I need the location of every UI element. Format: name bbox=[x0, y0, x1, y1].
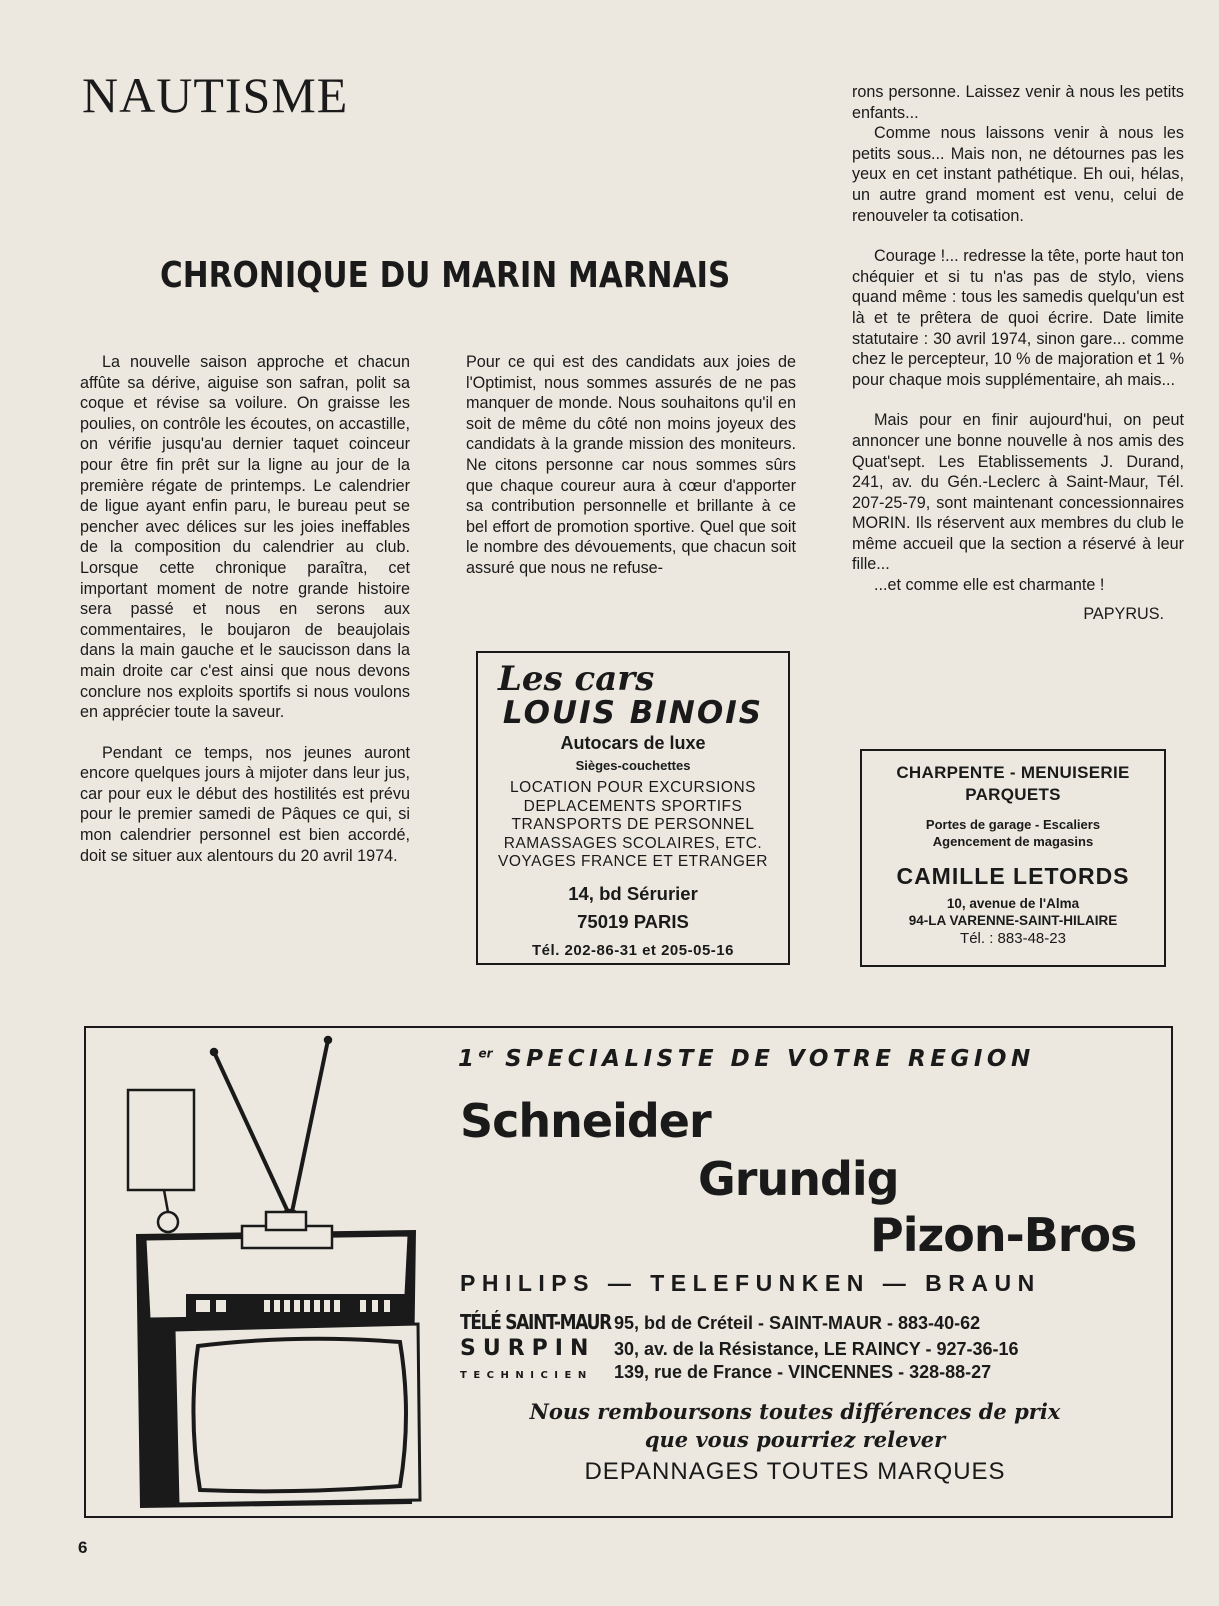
ad-address-line: 10, avenue de l'Alma bbox=[946, 896, 1080, 911]
tv-cabinet bbox=[136, 1212, 420, 1508]
ad-address bbox=[478, 880, 788, 936]
ad-camille-letords bbox=[860, 749, 1166, 967]
article-column-2 bbox=[466, 352, 796, 599]
ad-tv-specialist bbox=[84, 1026, 1173, 1518]
article-column-3 bbox=[852, 82, 1184, 644]
promise-line: Nous remboursons toutes différences de prix bbox=[529, 1399, 1061, 1424]
ad-subtitle: Autocars de luxe bbox=[560, 733, 706, 753]
ad-line: PARQUETS bbox=[965, 785, 1061, 804]
shop-name: SURPIN bbox=[460, 1336, 596, 1361]
ad-service-item: TRANSPORTS DE PERSONNEL bbox=[511, 816, 755, 833]
antenna-rod-right bbox=[292, 1040, 328, 1212]
shop-list bbox=[460, 1310, 1130, 1388]
tv-illustration bbox=[116, 1034, 446, 1514]
shop-address: 30, av. de la Résistance, LE RAINCY - 927-36-16 bbox=[614, 1339, 1019, 1359]
headline-rest: SPECIALISTE DE VOTRE REGION bbox=[505, 1046, 1035, 1072]
ad-promise bbox=[460, 1398, 1130, 1454]
ad-address-line: 94-LA VARENNE-SAINT-HILAIRE bbox=[908, 913, 1118, 928]
ad-repair: DEPANNAGES TOUTES MARQUES bbox=[584, 1458, 1006, 1485]
antenna-loop bbox=[128, 1090, 194, 1190]
ad-line: Agencement de magasins bbox=[932, 834, 1094, 849]
ad-service-item: LOCATION POUR EXCURSIONS bbox=[510, 779, 756, 796]
ad-address-line: 14, bd Sérurier bbox=[568, 882, 698, 904]
shop-address: 95, bd de Créteil - SAINT-MAUR - 883-40-62 bbox=[614, 1313, 981, 1333]
paragraph: ...et comme elle est charmante ! bbox=[874, 576, 1105, 595]
brand-list: PHILIPS — TELEFUNKEN — BRAUN bbox=[460, 1270, 1041, 1296]
article-column-1 bbox=[80, 352, 410, 886]
headline-prefix: 1 bbox=[458, 1046, 479, 1072]
paragraph: Pour ce qui est des candidats aux joies de l'Optimist, nous sommes assurés de ne pas manquer de monde. Nous souhaitons qu'il en soit de même du côté non moins joyeux des candidats à la grande mission des moniteurs. Ne citons personne car nous sommes sûrs que chaque coureur aura à cœur d'apporter sa contribution personnelle et brillante à ce bel effort de promotion sportive. Quel que soit le nombre des dévouements, que chacun soit assuré que nous ne refuse- bbox=[466, 353, 796, 577]
shop-row bbox=[460, 1310, 1130, 1336]
paragraph: La nouvelle saison approche et chacun affûte sa dérive, aiguise son safran, polit sa coque et révise sa voilure. On graisse les poulies, on contrôle les écoutes, on accastille, on vérifie jusqu'au dernier taquet coinceur pour être fin prêt sur la ligne au jour de la première régate de printemps. Le calendrier de ligue ayant enfin paru, le bureau peut se pencher avec délices sur les joies ineffables de la composition du calendrier au club. Lorsque cette chronique paraîtra, cet important moment de notre grande histoire sera passé et nous en serons aux commentaires, le boujaron de beaujolais dans la main gauche et le saucisson dans la main droite car c'est ainsi que nous devons conclure nos exploits sportifs si nous voulons en apprécier toute la saveur. bbox=[80, 353, 410, 722]
brand-grundig: Grundig bbox=[698, 1152, 899, 1206]
antenna-base bbox=[158, 1212, 178, 1232]
paragraph: Pendant ce temps, nos jeunes auront encore quelques jours à mijoter dans leur jus, car pour eux le début des hostilités est prévu pour le premier samedi de Pâques ce qui, si mon calendrier personnel est bien accordé, doit se situer aux alentours du 20 avril 1974. bbox=[80, 743, 410, 865]
promise-line: que vous pourriez relever bbox=[644, 1427, 946, 1452]
ad-phone: Tél. 202-86-31 et 205-05-16 bbox=[532, 941, 734, 959]
ad-brand: LOUIS BINOIS bbox=[502, 695, 764, 731]
article-headline: CHRONIQUE DU MARIN MARNAIS bbox=[160, 255, 731, 296]
ad-business-name: CAMILLE LETORDS bbox=[896, 863, 1130, 889]
ad-tv-headline bbox=[458, 1046, 1138, 1072]
paragraph: Comme nous laissons venir à nous les petits sous... Mais non, ne détournes pas les yeux en cet instant pathétique. Eh oui, hélas, un autre grand moment est venu, celui de renouveler ta cotisation. bbox=[852, 124, 1184, 225]
paragraph: rons personne. Laissez venir à nous les petits enfants... bbox=[852, 83, 1184, 122]
shop-name: TÉLÉ SAINT-MAUR bbox=[460, 1310, 612, 1334]
ad-phone: Tél. : 883-48-23 bbox=[960, 930, 1066, 947]
page-number: 6 bbox=[78, 1538, 88, 1557]
brand-pizon-bros: Pizon-Bros bbox=[870, 1208, 1137, 1262]
ad-line: Portes de garage - Escaliers bbox=[925, 817, 1101, 832]
tv-screen bbox=[193, 1339, 406, 1492]
ad-service-item: VOYAGES FRANCE ET ETRANGER bbox=[498, 853, 768, 870]
ad-service-item: RAMASSAGES SCOLAIRES, ETC. bbox=[503, 834, 763, 852]
signature: PAPYRUS. bbox=[1083, 604, 1164, 623]
ad-service-item: DEPLACEMENTS SPORTIFS bbox=[523, 797, 743, 815]
ad-services bbox=[478, 779, 788, 872]
ad-louis-binois bbox=[476, 651, 790, 965]
headline-sup: er bbox=[478, 1046, 493, 1061]
shop-row bbox=[460, 1336, 1130, 1362]
brand-schneider: Schneider bbox=[460, 1094, 711, 1148]
section-title: NAUTISME bbox=[82, 67, 349, 123]
shop-row bbox=[460, 1362, 1130, 1388]
antenna-rod-left bbox=[214, 1052, 288, 1212]
paragraph: Mais pour en finir aujourd'hui, on peut annoncer une bonne nouvelle à nos amis des Quat'sept. Les Etablissements J. Durand, 241, av. du Gén.-Leclerc à Saint-Maur, Tél. 207-25-79, sont maintenant concessionnaires MORIN. Ils réservent aux membres du club le même accueil que la section a réservé à leur fille... bbox=[852, 411, 1184, 574]
ad-subtitle-2: Sièges-couchettes bbox=[575, 758, 691, 773]
ad-address-line: 75019 PARIS bbox=[577, 910, 689, 932]
shop-address: 139, rue de France - VINCENNES - 328-88-27 bbox=[614, 1362, 992, 1382]
paragraph: Courage !... redresse la tête, porte haut ton chéquier et si tu n'as pas de stylo, viens quand même : tous les samedis quelqu'un est là et te prêtera de quoi écrire. Date limite statutaire : 30 avril 1974, sinon gare... comme chez le percepteur, 10 % de majoration et 1 % pour chaque mois supplémentaire, ah mais... bbox=[852, 247, 1184, 389]
ad-script-title: Les cars bbox=[498, 659, 655, 699]
ad-line: CHARPENTE - MENUISERIE bbox=[896, 763, 1130, 782]
shop-name: TECHNICIEN bbox=[460, 1370, 593, 1381]
